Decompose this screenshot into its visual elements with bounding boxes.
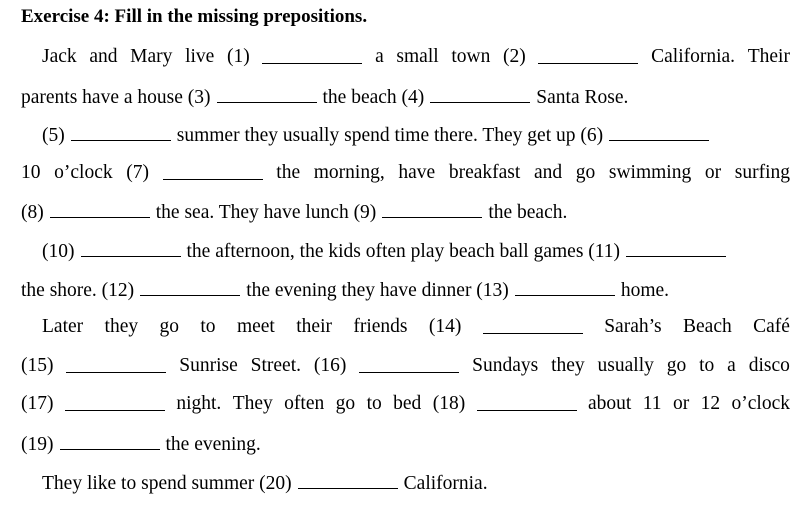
answer-blank[interactable] bbox=[71, 122, 171, 141]
text-line-11 bbox=[21, 431, 790, 457]
text-line-5 bbox=[21, 199, 790, 225]
answer-blank[interactable] bbox=[163, 161, 263, 180]
text-segment: 10 bbox=[21, 162, 41, 183]
answer-blank[interactable] bbox=[217, 84, 317, 103]
text-segment: or bbox=[672, 393, 690, 414]
text-segment: the afternoon, the kids often play beach ball games (11) bbox=[186, 241, 621, 262]
text-segment: Later bbox=[42, 316, 84, 337]
answer-blank[interactable] bbox=[298, 470, 398, 489]
answer-blank[interactable] bbox=[483, 315, 583, 334]
text-segment: the bbox=[276, 162, 301, 183]
text-segment: They like to spend summer (20) bbox=[42, 473, 292, 494]
text-segment: disco bbox=[748, 355, 790, 376]
text-segment: (7) bbox=[126, 162, 150, 183]
text-segment: and bbox=[89, 46, 118, 67]
text-segment: have bbox=[398, 162, 436, 183]
text-segment: Sarah’s bbox=[604, 316, 662, 337]
text-segment: (8) bbox=[21, 202, 44, 223]
text-line-3 bbox=[42, 122, 790, 148]
answer-blank[interactable] bbox=[382, 199, 482, 218]
answer-blank[interactable] bbox=[81, 238, 181, 257]
answer-blank[interactable] bbox=[50, 199, 150, 218]
text-segment: (5) bbox=[42, 125, 65, 146]
text-segment: Sunrise bbox=[179, 355, 238, 376]
text-line-9 bbox=[21, 354, 790, 378]
text-segment: Their bbox=[747, 46, 790, 67]
text-segment: (18) bbox=[432, 393, 466, 414]
exercise-title: Exercise 4: Fill in the missing prepositions. bbox=[21, 6, 368, 27]
text-line-12 bbox=[42, 470, 790, 496]
text-segment: town bbox=[451, 46, 491, 67]
text-segment: (16) bbox=[313, 355, 347, 376]
text-segment: home. bbox=[620, 280, 670, 301]
text-segment: Jack bbox=[42, 46, 77, 67]
text-segment: the evening. bbox=[165, 434, 261, 455]
answer-blank[interactable] bbox=[262, 45, 362, 64]
text-segment: to bbox=[366, 393, 382, 414]
answer-blank[interactable] bbox=[65, 392, 165, 411]
text-segment: bed bbox=[393, 393, 422, 414]
text-segment: or bbox=[704, 162, 722, 183]
text-segment: often bbox=[284, 393, 325, 414]
text-segment: summer they usually spend time there. They get up (6) bbox=[176, 125, 604, 146]
text-line-10 bbox=[21, 392, 790, 416]
text-segment: 12 bbox=[700, 393, 721, 414]
answer-blank[interactable] bbox=[140, 277, 240, 296]
answer-blank[interactable] bbox=[609, 122, 709, 141]
text-segment: usually bbox=[597, 355, 654, 376]
text-segment: night. bbox=[176, 393, 222, 414]
answer-blank[interactable] bbox=[359, 354, 459, 373]
text-segment: (1) bbox=[227, 46, 250, 67]
text-segment: Sundays bbox=[472, 355, 539, 376]
text-segment: Beach bbox=[683, 316, 732, 337]
text-segment: Mary bbox=[130, 46, 173, 67]
text-segment: they bbox=[551, 355, 585, 376]
text-segment: They bbox=[232, 393, 273, 414]
text-segment: Santa Rose. bbox=[536, 87, 629, 108]
text-segment: about bbox=[588, 393, 632, 414]
text-segment: a bbox=[727, 355, 736, 376]
answer-blank[interactable] bbox=[66, 354, 166, 373]
text-line-1 bbox=[42, 45, 790, 69]
text-line-7 bbox=[21, 277, 790, 303]
text-segment: o’clock bbox=[731, 393, 790, 414]
text-segment: go bbox=[666, 355, 687, 376]
answer-blank[interactable] bbox=[515, 277, 615, 296]
text-segment: go bbox=[159, 316, 179, 337]
text-line-4 bbox=[21, 161, 790, 185]
text-segment: Street. bbox=[250, 355, 301, 376]
text-segment: (19) bbox=[21, 434, 54, 455]
text-segment: (17) bbox=[21, 393, 54, 414]
text-segment: a bbox=[375, 46, 384, 67]
text-line-6 bbox=[42, 238, 790, 264]
text-segment: the sea. They have lunch (9) bbox=[155, 202, 377, 223]
text-segment: (2) bbox=[503, 46, 526, 67]
text-segment: 11 bbox=[642, 393, 662, 414]
text-segment: (14) bbox=[428, 316, 462, 337]
text-segment: Café bbox=[753, 316, 790, 337]
text-segment: the shore. (12) bbox=[21, 280, 135, 301]
text-segment: they bbox=[104, 316, 139, 337]
text-segment: California. bbox=[403, 473, 488, 494]
text-segment: friends bbox=[353, 316, 408, 337]
text-line-8 bbox=[42, 315, 790, 339]
text-segment: breakfast bbox=[448, 162, 521, 183]
text-line-2 bbox=[21, 84, 790, 110]
text-segment: the beach (4) bbox=[322, 87, 425, 108]
text-segment: meet bbox=[236, 316, 275, 337]
text-segment: their bbox=[296, 316, 332, 337]
text-segment: the beach. bbox=[488, 202, 568, 223]
text-segment: and bbox=[533, 162, 563, 183]
text-segment: surfing bbox=[734, 162, 790, 183]
answer-blank[interactable] bbox=[626, 238, 726, 257]
text-segment: live bbox=[185, 46, 215, 67]
text-segment: California. bbox=[651, 46, 736, 67]
answer-blank[interactable] bbox=[477, 392, 577, 411]
text-segment: (10) bbox=[42, 241, 75, 262]
answer-blank[interactable] bbox=[538, 45, 638, 64]
text-segment: o’clock bbox=[54, 162, 113, 183]
text-segment: (15) bbox=[21, 355, 54, 376]
text-segment: to bbox=[200, 316, 216, 337]
text-segment: morning, bbox=[313, 162, 385, 183]
text-segment: swimming bbox=[608, 162, 692, 183]
text-segment: go bbox=[575, 162, 596, 183]
text-segment: the evening they have dinner (13) bbox=[246, 280, 509, 301]
text-segment: to bbox=[699, 355, 715, 376]
answer-blank[interactable] bbox=[430, 84, 530, 103]
text-segment: small bbox=[396, 46, 439, 67]
text-segment: go bbox=[335, 393, 356, 414]
answer-blank[interactable] bbox=[60, 431, 160, 450]
text-segment: parents have a house (3) bbox=[21, 87, 211, 108]
